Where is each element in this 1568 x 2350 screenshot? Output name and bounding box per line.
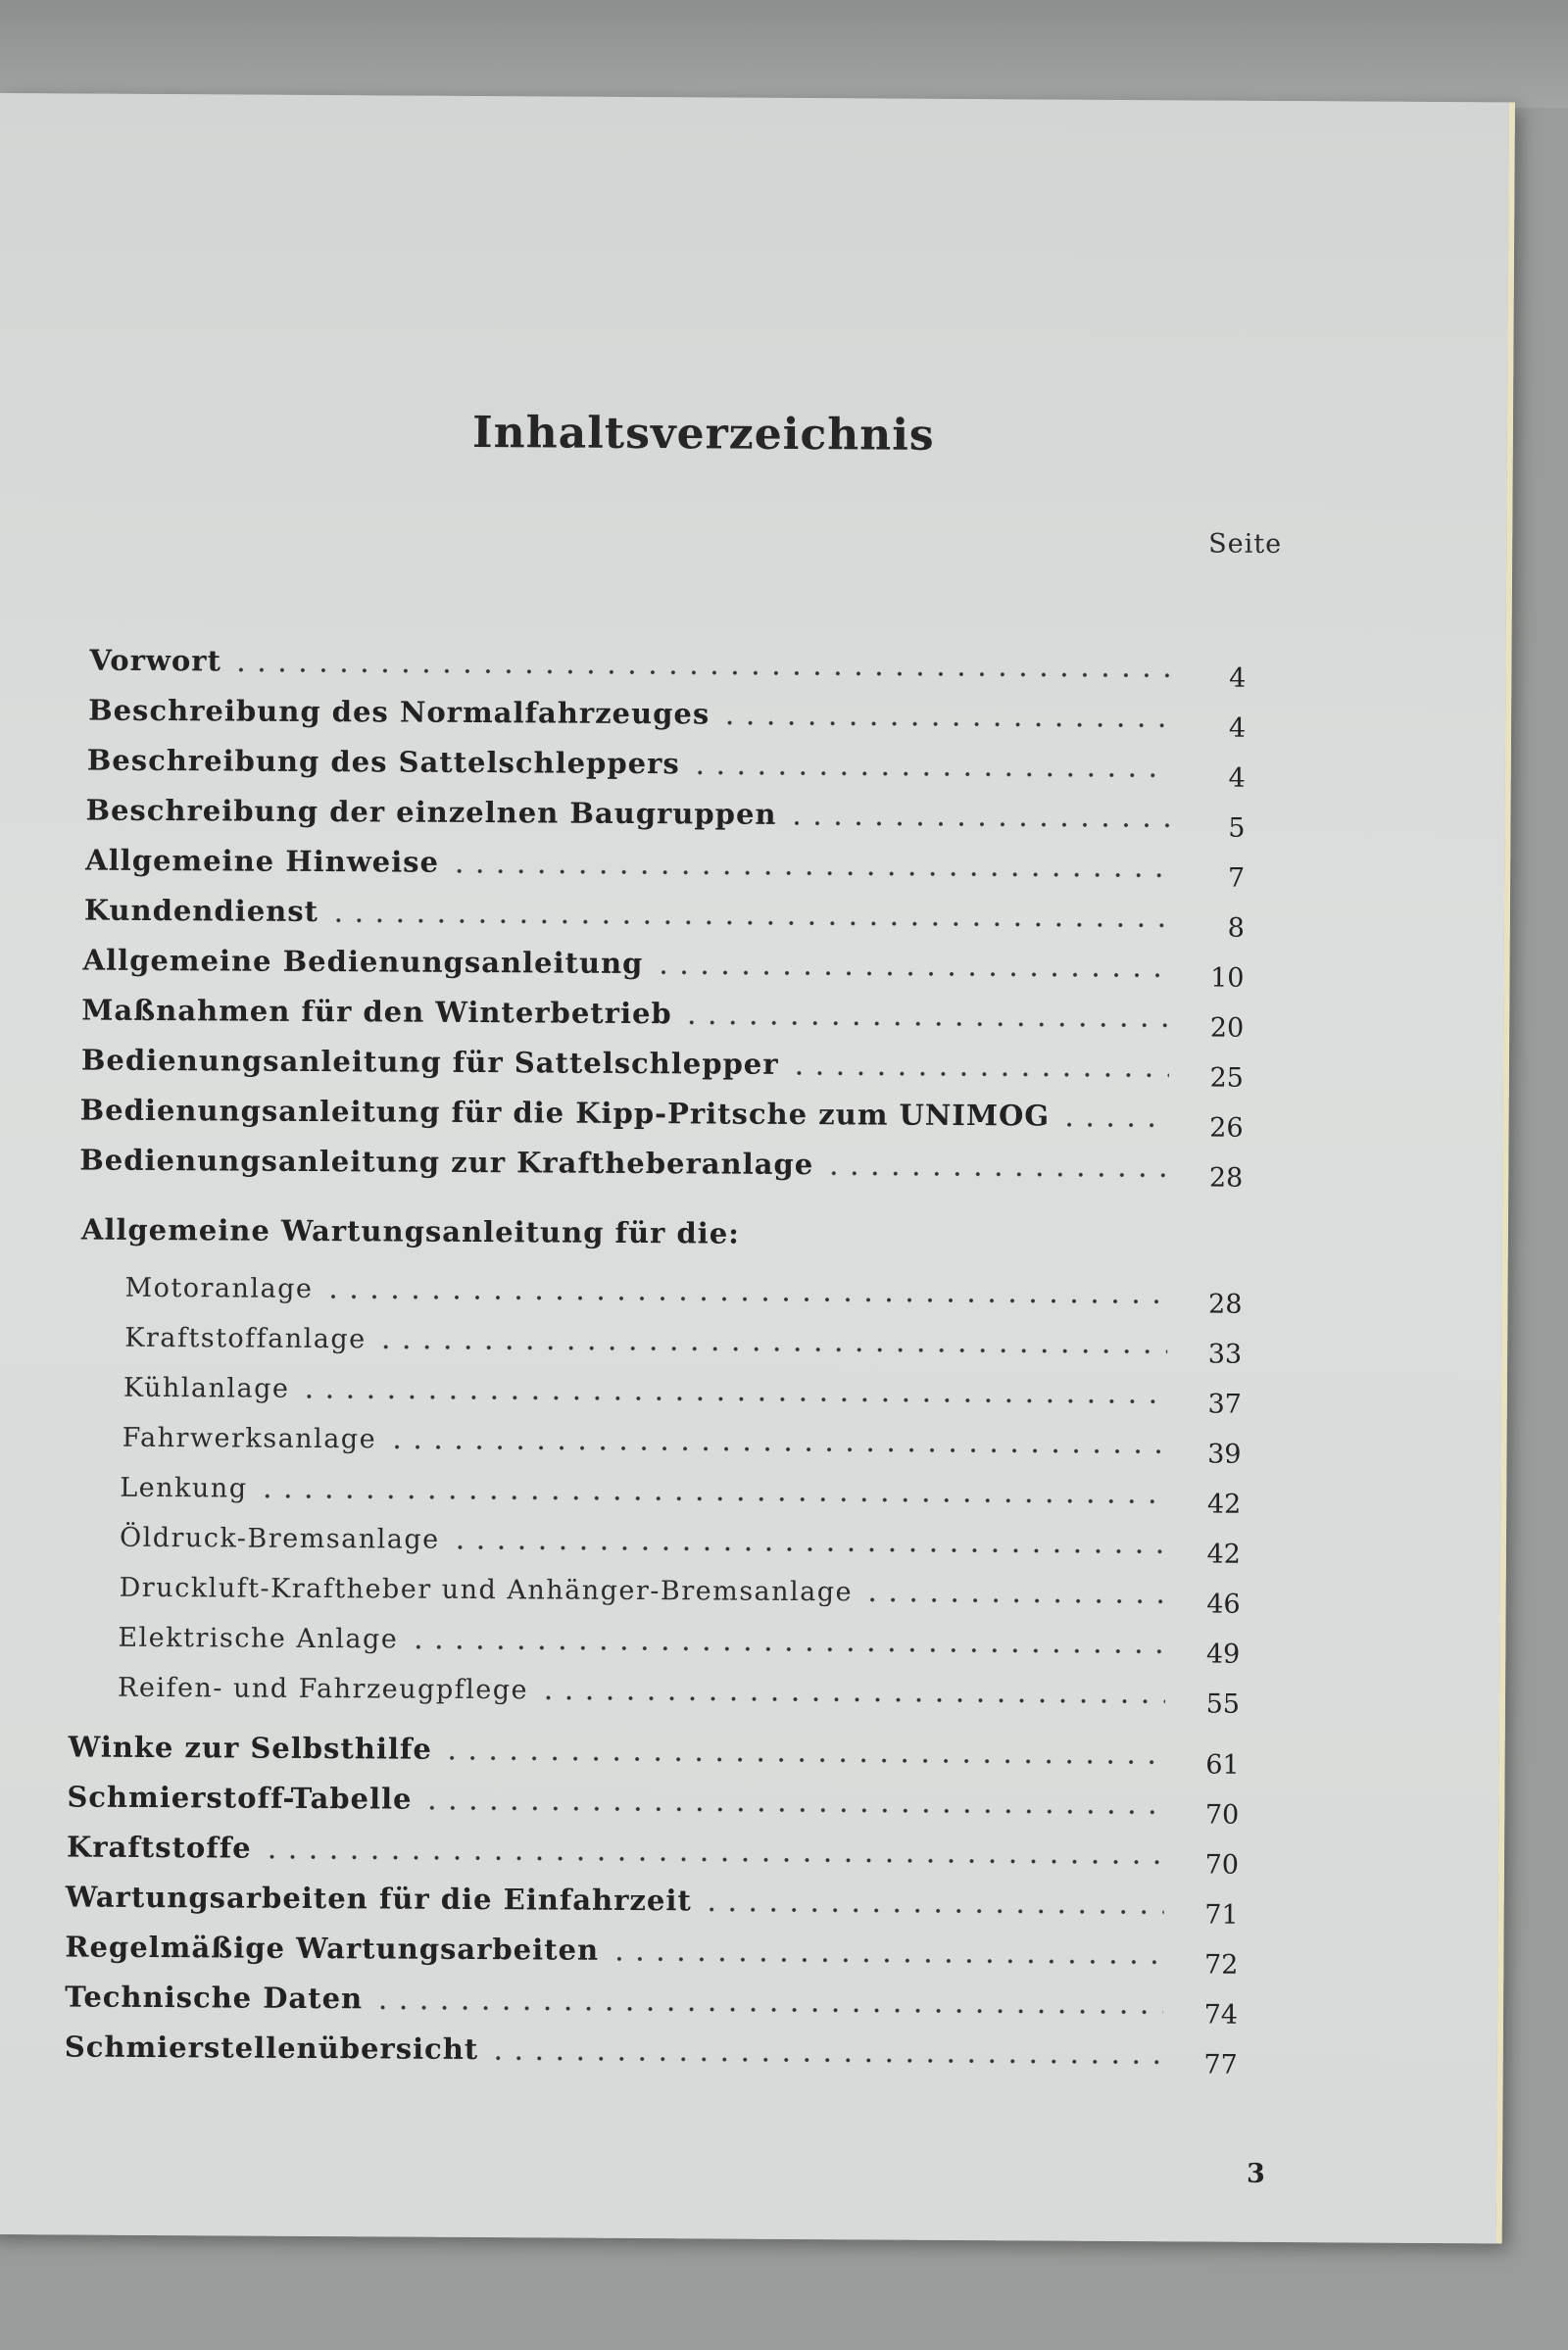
toc-entry <box>66 1824 1240 1881</box>
toc-subentry <box>124 1314 1243 1370</box>
toc-entry <box>68 1724 1240 1781</box>
toc-subentry <box>122 1414 1242 1470</box>
leader-dots <box>442 1737 1165 1767</box>
toc-entry-label: Allgemeine Hinweise <box>85 843 440 879</box>
toc-entry-label: Beschreibung des Normalfahrzeuges <box>88 693 710 731</box>
leader-dots <box>257 1475 1166 1506</box>
toc-entry-label: Bedienungsanleitung zur Kraftheberanlage <box>79 1143 814 1182</box>
page-number: 3 <box>1246 2158 1265 2189</box>
toc-entry-page: 25 <box>1209 1062 1244 1094</box>
toc-entry <box>64 2024 1238 2081</box>
toc-subentry-page: 39 <box>1207 1439 1242 1470</box>
leader-dots <box>386 1425 1167 1455</box>
toc-subentry-label: Elektrische Anlage <box>118 1622 399 1655</box>
toc-subentry-page: 46 <box>1206 1589 1241 1620</box>
toc-entry-label: Beschreibung des Sattelschleppers <box>86 743 680 781</box>
toc-subentry-label: Kühlanlage <box>122 1372 290 1404</box>
leader-dots <box>408 1626 1165 1656</box>
toc-subentry-page: 33 <box>1207 1339 1243 1370</box>
toc-entry-label: Schmierstoff-Tabelle <box>67 1780 413 1816</box>
leader-dots <box>653 951 1169 979</box>
leader-dots <box>299 1375 1167 1405</box>
leader-dots <box>1059 1103 1169 1130</box>
toc-entry-label: Bedienungsanleitung für die Kipp-Pritsche zum UNIMOG <box>79 1093 1051 1133</box>
toc-subentry-page: 42 <box>1206 1489 1242 1520</box>
toc-subentry-label: Lenkung <box>120 1472 248 1504</box>
toc-entry <box>80 1038 1244 1094</box>
toc-entry-label: Winke zur Selbsthilfe <box>68 1730 432 1766</box>
toc-entry-label: Wartungsarbeiten für die Einfahrzeit <box>65 1880 692 1918</box>
toc-entry-page: 4 <box>1229 662 1247 694</box>
toc-entry <box>79 1138 1244 1194</box>
leader-dots <box>538 1676 1165 1705</box>
document-page <box>0 93 1515 2243</box>
toc-entry <box>65 1974 1239 2031</box>
toc-subentry-label: Druckluft-Kraftheber und Anhänger-Bremsanlage <box>119 1572 854 1608</box>
toc-entry-page: 61 <box>1205 1749 1240 1781</box>
toc-subentry-page: 55 <box>1205 1689 1241 1720</box>
toc-subentry-label: Reifen- und Fahrzeugpflege <box>117 1672 529 1706</box>
toc-subentry <box>117 1664 1241 1720</box>
toc-entry-label: Bedienungsanleitung für Sattelschlepper <box>80 1043 779 1081</box>
leader-dots <box>786 802 1170 829</box>
background-surface <box>0 0 1568 108</box>
toc-entry <box>85 838 1246 894</box>
toc-entry <box>83 888 1245 944</box>
page-title: Inhaltsverzeichnis <box>471 407 935 461</box>
leader-dots <box>450 1526 1166 1555</box>
toc-entry <box>65 1924 1239 1981</box>
toc-entry-page: 72 <box>1203 1949 1239 1981</box>
leader-dots <box>702 1887 1164 1916</box>
toc-entry-label: Schmierstellenübersicht <box>64 2030 479 2067</box>
leader-dots <box>322 1275 1167 1305</box>
toc-entry-label: Maßnahmen für den Winterbetrieb <box>81 993 672 1031</box>
leader-dots <box>719 701 1171 729</box>
leader-dots <box>823 1151 1168 1179</box>
toc-entry-label: Regelmäßige Wartungsarbeiten <box>65 1930 600 1967</box>
toc-entry <box>88 688 1247 744</box>
toc-entry-page: 5 <box>1228 812 1246 844</box>
toc-entry-page: 4 <box>1228 762 1246 794</box>
toc-subentry <box>122 1364 1242 1420</box>
leader-dots <box>488 2036 1163 2066</box>
toc-subentry-page: 28 <box>1208 1289 1243 1320</box>
leader-dots <box>682 1001 1170 1029</box>
toc-subentry-label: Fahrwerksanlage <box>122 1422 377 1455</box>
toc-entry-label: Kraftstoffe <box>66 1830 252 1865</box>
toc-entry <box>65 1874 1239 1931</box>
leader-dots <box>449 850 1170 879</box>
toc-subentry <box>120 1464 1242 1520</box>
toc-entry-label: Beschreibung der einzelnen Baugruppen <box>85 793 777 831</box>
toc-subentry-label: Motoranlage <box>124 1272 314 1304</box>
toc-entry-label: Allgemeine Bedienungsanleitung <box>82 943 644 981</box>
leader-dots <box>788 1052 1169 1079</box>
leader-dots <box>328 899 1170 929</box>
toc-entry-page: 4 <box>1228 712 1247 744</box>
toc-subentry <box>118 1614 1241 1670</box>
toc-entry-page: 10 <box>1210 962 1245 994</box>
toc-entry <box>89 638 1247 694</box>
toc-entry-page: 28 <box>1208 1162 1244 1194</box>
toc-entry-page: 77 <box>1203 2049 1238 2081</box>
toc-entry <box>81 988 1245 1044</box>
leader-dots <box>862 1578 1166 1605</box>
toc-subentry-label: Kraftstoffanlage <box>124 1322 367 1355</box>
leader-dots <box>609 1937 1163 1966</box>
toc-entry-page: 70 <box>1204 1799 1240 1831</box>
toc-entry-page: 70 <box>1204 1849 1240 1881</box>
toc-entry-page: 71 <box>1204 1899 1239 1931</box>
leader-dots <box>262 1836 1165 1867</box>
toc-entry <box>82 938 1245 994</box>
toc-entry-label: Vorwort <box>89 643 222 678</box>
toc-entry <box>85 788 1246 844</box>
toc-entry-page: 26 <box>1209 1112 1244 1144</box>
leader-dots <box>372 1985 1163 2016</box>
toc-subentry-page: 37 <box>1207 1389 1242 1420</box>
toc-subentry <box>119 1564 1241 1620</box>
toc-subentry-label: Öldruck-Bremsanlage <box>119 1522 440 1555</box>
leader-dots <box>690 751 1171 779</box>
toc-entry-page: 7 <box>1227 862 1246 894</box>
toc-entry-page: 20 <box>1209 1012 1245 1044</box>
toc-subentry-page: 42 <box>1206 1539 1242 1570</box>
column-header-seite: Seite <box>1208 528 1283 560</box>
section-heading: Allgemeine Wartungsanleitung für die: <box>80 1212 741 1250</box>
toc-entry-label: Kundendienst <box>83 893 319 929</box>
leader-dots <box>421 1787 1164 1817</box>
toc-entry <box>67 1774 1240 1831</box>
leader-dots <box>376 1325 1168 1355</box>
toc-subentry <box>124 1264 1243 1320</box>
leader-dots <box>231 648 1172 679</box>
toc-subentry <box>119 1514 1242 1570</box>
toc-subentry-page: 49 <box>1205 1639 1241 1670</box>
toc-entry-page: 8 <box>1227 912 1245 944</box>
toc-entry <box>79 1088 1244 1144</box>
toc-entry-page: 74 <box>1203 1999 1239 2031</box>
toc-entry <box>86 738 1246 794</box>
toc-entry-label: Technische Daten <box>65 1980 364 2016</box>
